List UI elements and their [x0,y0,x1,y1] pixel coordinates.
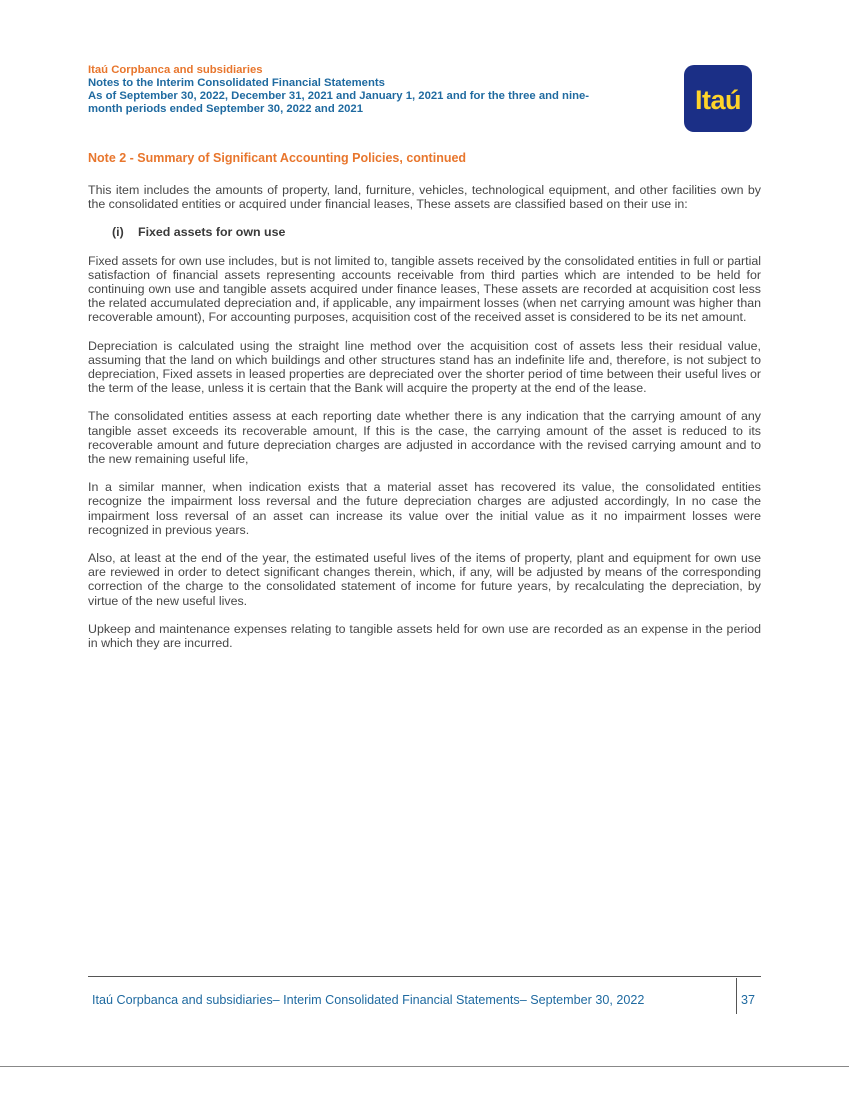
page-bottom-divider [0,1066,849,1067]
page-number: 37 [741,993,756,1007]
paragraph-1: Fixed assets for own use includes, but is not limited to, tangible assets received by the consolidated entities in full or partial satisfaction of financial assets representing accounts receivable from third parties which are intended to be held for continuing own use and tangible assets acquired under finance leases, These assets are recorded at acquisition cost less the related accumulated depreciation and, if applicable, any impairment losses (when net carrying amount was higher than recoverable amount), For accounting purposes, acquisition cost of the received asset is considered to be its net amount. [88,253,761,325]
footer-divider [88,976,761,977]
footer-page-divider [736,978,737,1014]
footer-text: Itaú Corpbanca and subsidiaries– Interim Consolidated Financial Statements– September 30, 2022 [92,993,645,1007]
paragraph-3: The consolidated entities assess at each reporting date whether there is any indication that the carrying amount of any tangible asset exceeds its recoverable amount, If this is the case, the carrying amount of the asset is reduced to its recoverable amount and future depreciation charges are adjusted in accordance with the revised carrying amount and to the new remaining useful life, [88,409,761,467]
paragraph-2: Depreciation is calculated using the straight line method over the acquisition cost of assets less their residual value, assuming that the land on which buildings and other structures stand has an indefinite life and, therefore, is not subject to depreciation, Fixed assets in leased properties are depreciated over the shorter period of time between their useful lives or the term of the lease, unless it is certain that the Bank will acquire the property at the end of the lease. [88,338,761,396]
intro-paragraph: This item includes the amounts of property, land, furniture, vehicles, technological equipment, and other facilities own by the consolidated entities or acquired under financial leases, These assets are classified based on their use in: [88,183,761,212]
itau-logo [684,65,752,132]
paragraph-6: Upkeep and maintenance expenses relating to tangible assets held for own use are recorded as an expense in the period in which they are incurred. [88,621,761,651]
header-company: Itaú Corpbanca and subsidiaries [88,64,263,76]
paragraph-4: In a similar manner, when indication exists that a material asset has recovered its value, the consolidated entities recognize the impairment loss reversal and the future depreciation charges are adjusted accordingly, In no case the impairment loss reversal of an asset can increase its value over the initial value as it no impairment losses were recognized in previous years. [88,480,761,537]
header-title: Notes to the Interim Consolidated Financial Statements [88,77,385,89]
header-period-line1: As of September 30, 2022, December 31, 2021 and January 1, 2021 and for the three and nine- [88,90,590,102]
paragraph-5: Also, at least at the end of the year, the estimated useful lives of the items of property, plant and equipment for own use are reviewed in order to detect significant changes therein, which, if any, will be adjusted by means of the corresponding correction of the charge to the consolidated statement of income for future years, by recalculating the depreciation, by virtue of the new useful lives. [88,551,761,608]
subsection-heading [112,225,761,239]
note-body [88,183,761,650]
note-title: Note 2 - Summary of Significant Accounting Policies, continued [88,151,467,165]
subsection-title: Fixed assets for own use [138,225,286,240]
document-header [88,64,658,116]
subsection-number: (i) [112,225,124,240]
itau-logo-text: Itaú [694,85,741,115]
header-period-line2: month periods ended September 30, 2022 and 2021 [88,103,363,115]
